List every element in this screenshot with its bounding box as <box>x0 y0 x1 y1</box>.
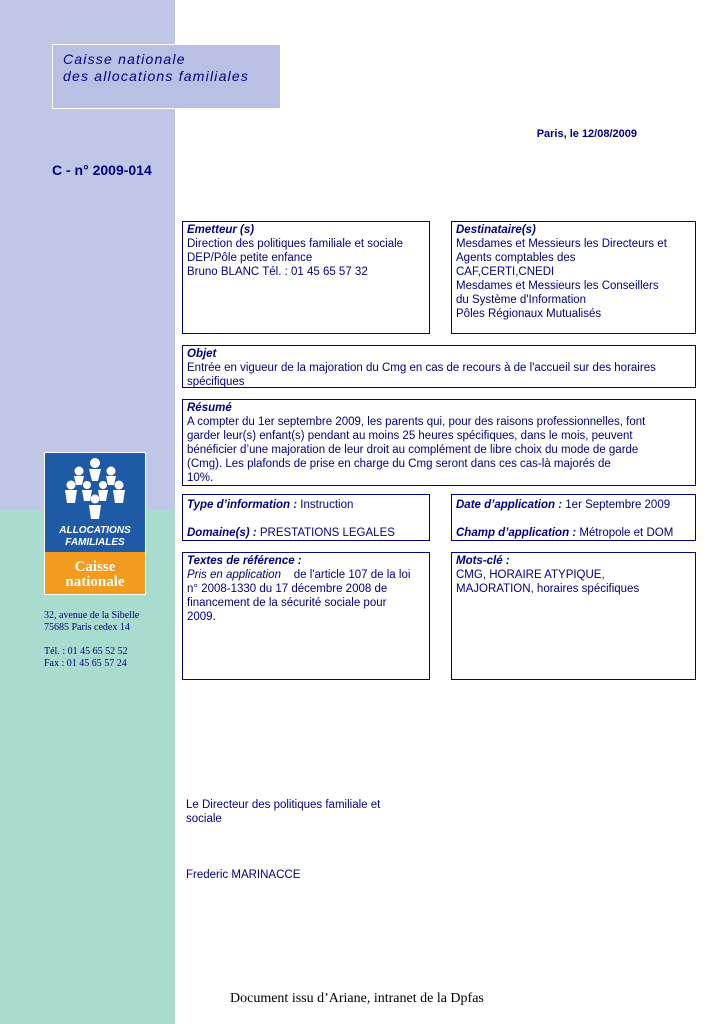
domaine-label: Domaine(s) : <box>187 527 257 539</box>
date-application-row <box>456 498 691 512</box>
application-box <box>451 494 696 541</box>
signature-title-line-1: Le Directeur des politiques familiale et <box>186 799 381 811</box>
textes-reference-box <box>182 552 430 680</box>
resume-line: (Cmg). Les plafonds de prise en charge du Cmg seront dans ces cas-là majorés de <box>187 458 611 470</box>
type-info-value: Instruction <box>297 499 354 511</box>
emetteur-line: Direction des politiques familiale et sociale <box>187 238 404 250</box>
date-application-value: 1er Septembre 2009 <box>562 499 671 511</box>
destinataires-line: CAF,CERTI,CNEDI <box>456 266 555 278</box>
caf-logo <box>44 452 146 595</box>
family-figures-icon <box>45 455 145 525</box>
champ-application-row <box>456 526 691 540</box>
resume-line: A compter du 1er septembre 2009, les parents qui, pour des raisons professionnelles, font <box>187 416 646 428</box>
objet-line: spécifiques <box>187 376 245 388</box>
type-domaine-box <box>182 494 430 541</box>
address-line-1: 32, avenue de la Sibelle <box>44 610 140 621</box>
signature-title <box>186 798 380 826</box>
mots-cle-line: CMG, HORAIRE ATYPIQUE, <box>456 569 605 581</box>
type-info-label: Type d’information : <box>187 499 298 511</box>
resume-line: 10%. <box>187 472 214 484</box>
destinataires-line: Agents comptables des <box>456 252 576 264</box>
champ-application-value: Métropole et DOM <box>576 527 674 539</box>
objet-line: Entrée en vigueur de la majoration du Cmg en cas de recours à de l'accueil sur des horaires <box>187 362 656 374</box>
textes-reference-line: financement de la sécurité sociale pour <box>187 597 387 609</box>
logo-line-1: ALLOCATIONS <box>59 525 131 536</box>
header-line-2: des allocations familiales <box>63 68 250 84</box>
logo-text-caisse <box>45 560 145 590</box>
resume-line: bénéficier d’une majoration de leur droit au complément de libre choix du mode de garde <box>187 444 639 456</box>
resume-line: garder leur(s) enfant(s) pendant au moins 25 heures spécifiques, dans le mois, peuvent <box>187 430 633 442</box>
destinataires-line: Mesdames et Messieurs les Directeurs et <box>456 238 667 250</box>
domaine-row <box>187 526 425 540</box>
header-box <box>52 44 281 109</box>
objet-label: Objet <box>187 348 217 360</box>
textes-reference-line <box>187 568 425 582</box>
circular-number: C - n° 2009-014 <box>52 162 152 178</box>
resume-label: Résumé <box>187 402 232 414</box>
textes-reference-line: n° 2008-1330 du 17 décembre 2008 de <box>187 583 388 595</box>
document-date: Paris, le 12/08/2009 <box>536 128 637 140</box>
date-application-label: Date d’application : <box>456 499 563 511</box>
textes-reference-line: 2009. <box>187 611 216 623</box>
objet-box <box>182 345 696 388</box>
address-block <box>44 610 139 670</box>
mots-cle-label: Mots-clé : <box>456 555 510 567</box>
emetteur-line: Bruno BLANC Tél. : 01 45 65 57 32 <box>187 266 368 278</box>
destinataires-line: du Système d'Information <box>456 294 587 306</box>
resume-box <box>182 399 696 486</box>
mots-cle-box <box>451 552 696 680</box>
logo-line-2: FAMILIALES <box>65 537 125 548</box>
address-tel: Tél. : 01 45 65 52 52 <box>44 646 128 657</box>
emetteur-box <box>182 221 430 334</box>
emetteur-line: DEP/Pôle petite enfance <box>187 252 313 264</box>
destinataires-line: Mesdames et Messieurs les Conseillers <box>456 280 659 292</box>
logo-line-3: Caisse <box>74 559 116 575</box>
textes-reference-rest: de l'article 107 de la loi <box>280 569 411 581</box>
destinataires-box <box>451 221 696 334</box>
destinataires-line: Pôles Régionaux Mutualisés <box>456 308 602 320</box>
logo-line-4: nationale <box>65 574 125 590</box>
signature-title-line-2: sociale <box>186 813 222 825</box>
type-info-row <box>187 498 425 512</box>
logo-text-allocations <box>45 525 145 549</box>
logo-orange-band <box>45 552 145 594</box>
footer-note: Document issu d’Ariane, intranet de la Dpfas <box>230 991 484 1006</box>
champ-application-label: Champ d’application : <box>456 527 577 539</box>
header-line-1: Caisse nationale <box>63 51 186 67</box>
textes-reference-label: Textes de référence : <box>187 555 302 567</box>
emetteur-label: Emetteur (s) <box>187 224 255 236</box>
domaine-value: PRESTATIONS LEGALES <box>256 527 395 539</box>
signature-name: Frederic MARINACCE <box>186 869 301 881</box>
textes-reference-italic: Pris en application <box>187 569 281 581</box>
destinataires-label: Destinataire(s) <box>456 224 536 236</box>
address-fax: Fax : 01 45 65 57 24 <box>44 658 127 669</box>
mots-cle-line: MAJORATION, horaires spécifiques <box>456 583 640 595</box>
address-line-2: 75685 Paris cedex 14 <box>44 622 130 633</box>
